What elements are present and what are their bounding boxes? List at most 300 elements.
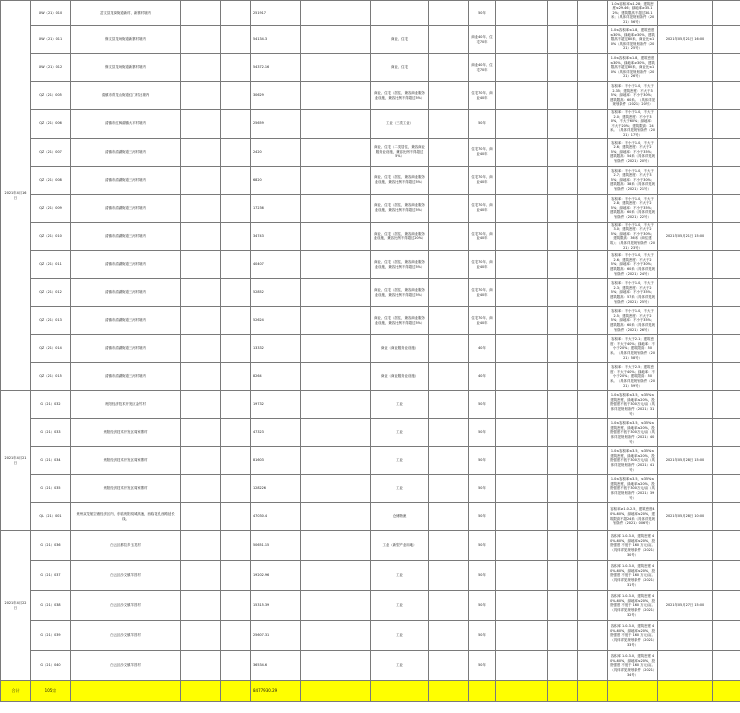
deadline-cell [658, 475, 713, 503]
table-row [1, 363, 740, 391]
land-use-cell: 商业、住宅（居住，兼容商业服务业设施，兼容比例不得超过5%） [371, 194, 429, 222]
planning-conditions-cell: 容积率：不小于1.0，不大于2.6；建筑密度：不大于25%；绿地率：不小于35%；建筑限高：54米（具体详见规划条件（2021）20号） [608, 138, 658, 166]
blank-cell [578, 561, 608, 591]
blank-cell [181, 681, 221, 702]
blank-cell [548, 82, 578, 110]
table-row [1, 110, 740, 139]
blank-cell [578, 222, 608, 251]
table-row [1, 1, 740, 26]
blank-cell [221, 503, 251, 531]
blank-cell [429, 503, 469, 531]
blank-cell [713, 651, 740, 681]
term-cell: 住宅70年、商业40年 [469, 222, 496, 251]
blank-cell [713, 503, 740, 531]
deadline-cell: 2021年05月27日 15:00 [658, 591, 713, 621]
parcel-code-cell: G（21）035 [31, 475, 71, 503]
blank-cell [301, 475, 371, 503]
blank-cell [496, 138, 548, 166]
area-cell: 52852 [251, 279, 301, 307]
blank-cell [548, 279, 578, 307]
area-cell: 81603 [251, 447, 301, 475]
blank-cell [548, 681, 578, 702]
planning-conditions-cell: 1.0≤容积率≤3.5，≤35%≤建筑密度，绿地率≤20%，投资强度不低于300万元/亩（具体详见规划条件（2021）31号） [608, 391, 658, 419]
blank-cell [181, 194, 221, 222]
area-cell: 251917 [251, 1, 301, 26]
term-cell: 50年 [469, 110, 496, 139]
blank-cell [713, 26, 740, 54]
area-cell: 52624 [251, 307, 301, 335]
term-cell: 住宅70年、商业40年 [469, 307, 496, 335]
land-use-cell: 商业、住宅（居住，兼容商业服务业设施，兼容比例不得超过5%） [371, 251, 429, 279]
planning-conditions-cell: 1.0≤容积率≤1.8，建筑密度≤30%，绿地率≥30%，建筑限高不超过80米，商业比≤10%（具体详见规划条件（2021）25号） [608, 26, 658, 54]
blank-cell [713, 194, 740, 222]
area-cell: 15315.39 [251, 591, 301, 621]
location-cell: 修文县龙场街道新寨村境内 [71, 26, 181, 54]
term-cell: 50年 [469, 503, 496, 531]
parcel-code-cell: QZ（21）007 [31, 138, 71, 166]
table-row [1, 166, 740, 194]
blank-cell [496, 621, 548, 651]
land-use-cell: 商业（商业服务业设施） [371, 363, 429, 391]
table-row [1, 26, 740, 54]
table-row [1, 222, 740, 251]
blank-cell [713, 82, 740, 110]
table-row [1, 335, 740, 363]
blank-cell [181, 391, 221, 419]
parcel-code-cell: QZ（21）009 [31, 194, 71, 222]
parcel-code-cell: QZ（21）006 [31, 110, 71, 139]
blank-cell [713, 166, 740, 194]
term-cell: 50年 [469, 419, 496, 447]
blank-cell [221, 681, 251, 702]
area-cell: 50651.15 [251, 531, 301, 561]
location-cell: 清镇市清湖街道三河村境内 [71, 307, 181, 335]
parcel-code-cell: QZ（21）011 [31, 251, 71, 279]
blank-cell [429, 447, 469, 475]
land-use-cell: 工业 [371, 591, 429, 621]
planning-conditions-cell: 容积率：不大于2.1；建筑密度：不大于40%；绿地率：不小于20%；建筑限高：50米。（具体详见规划条件（2021）58号） [608, 335, 658, 363]
blank-cell [429, 591, 469, 621]
term-cell: 50年 [469, 391, 496, 419]
blank-cell [496, 419, 548, 447]
blank-cell [181, 251, 221, 279]
land-use-cell: 商业（商业服务业设施） [371, 335, 429, 363]
blank-cell [301, 503, 371, 531]
area-cell: 47323 [251, 419, 301, 447]
term-cell: 50年 [469, 591, 496, 621]
blank-cell [221, 138, 251, 166]
blank-cell [578, 363, 608, 391]
blank-cell [301, 363, 371, 391]
blank-cell [713, 138, 740, 166]
blank-cell [221, 194, 251, 222]
term-cell: 50年 [469, 651, 496, 681]
blank-cell [496, 561, 548, 591]
deadline-cell [658, 561, 713, 591]
table-row [1, 391, 740, 419]
blank-cell [181, 503, 221, 531]
land-use-cell: 商业、住宅（居住，兼容商业服务业设施，兼容比例不得超过5%） [371, 279, 429, 307]
blank-cell [578, 166, 608, 194]
table-row [1, 531, 740, 561]
blank-cell [181, 307, 221, 335]
blank-cell [429, 391, 469, 419]
land-use-cell: 商业、住宅 [371, 26, 429, 54]
land-use-cell: 工业 [371, 447, 429, 475]
planning-conditions-cell: 容积率 1.0-3.0，建筑密度 40%-60%，绿地率≤20%，投资强度 不低于 160 万元/亩。（具体详见规划条件（2021）32号） [608, 591, 658, 621]
land-use-cell: 商业、住宅（居住，兼容商业服务业设施，兼容比例不得超过5%） [371, 307, 429, 335]
blank-cell [301, 166, 371, 194]
location-cell: 贵阳经济技术开发区周家寨村 [71, 447, 181, 475]
blank-cell [429, 54, 469, 82]
location-cell: 白云区沙文镇羊昌村 [71, 651, 181, 681]
table-row [1, 307, 740, 335]
blank-cell [181, 447, 221, 475]
blank-cell [301, 621, 371, 651]
area-cell: 40407 [251, 251, 301, 279]
blank-cell [301, 138, 371, 166]
location-cell: 贵阳经济技术开发区金竹村 [71, 391, 181, 419]
blank-cell [181, 82, 221, 110]
term-cell: 40年 [469, 335, 496, 363]
land-use-cell: 商业、住宅（居住，兼容商业服务业设施，兼容比例不得超过5%） [371, 82, 429, 110]
blank-cell [181, 110, 221, 139]
blank-cell [548, 251, 578, 279]
blank-cell [221, 419, 251, 447]
blank-cell [429, 279, 469, 307]
blank-cell [181, 419, 221, 447]
parcel-code-cell: G（21）038 [31, 591, 71, 621]
land-use-cell: 工业 [371, 419, 429, 447]
blank-cell [496, 591, 548, 621]
blank-cell [301, 447, 371, 475]
blank-cell [301, 279, 371, 307]
table-row [1, 279, 740, 307]
blank-cell [221, 54, 251, 82]
blank-cell [429, 335, 469, 363]
blank-cell [578, 1, 608, 26]
location-cell: 白云区沙文镇羊昌村 [71, 621, 181, 651]
planning-conditions-cell: 容积率：不小于1.0，不大于2.5；建筑密度：不大于25%；绿地率：不小于35%；建筑限高：60米（具体详见规划条件（2021）26号） [608, 307, 658, 335]
deadline-cell [658, 419, 713, 447]
blank-cell [301, 307, 371, 335]
blank-cell [429, 194, 469, 222]
table-row [1, 251, 740, 279]
location-cell: 清镇市清湖街道三河村境内 [71, 251, 181, 279]
deadline-cell [658, 194, 713, 222]
location-cell: 清镇市清湖街道三河村境内 [71, 363, 181, 391]
deadline-cell [658, 621, 713, 651]
blank-cell [221, 251, 251, 279]
blank-cell [429, 561, 469, 591]
location-cell: 白云区沙文镇羊昌村 [71, 561, 181, 591]
blank-cell [496, 279, 548, 307]
parcel-code-cell: QL（21）001 [31, 503, 71, 531]
blank-cell [301, 54, 371, 82]
land-use-cell: 商业、住宅（居住，兼容商业服务业设施，兼容比例不得超过5%） [371, 166, 429, 194]
blank-cell [181, 363, 221, 391]
blank-cell [578, 391, 608, 419]
blank-cell [429, 621, 469, 651]
blank-cell [496, 447, 548, 475]
table-row [1, 591, 740, 621]
area-cell: 19202.96 [251, 561, 301, 591]
blank-cell [181, 621, 221, 651]
blank-cell [578, 307, 608, 335]
term-cell: 商业40年、住宅70年 [469, 26, 496, 54]
planning-conditions-cell: 容积率 1.0-3.0，建筑密度 40%-60%，绿地率≤20%，投资强度 不低于 160 万元/亩。（具体详见规划条件（2021）30号） [608, 531, 658, 561]
location-cell: 贵阳经济技术开发区周家寨村 [71, 419, 181, 447]
blank-cell [548, 26, 578, 54]
blank-cell [578, 194, 608, 222]
blank-cell [578, 419, 608, 447]
blank-cell [429, 1, 469, 26]
blank-cell [221, 279, 251, 307]
location-cell: 清镇市清湖街道三河村境内 [71, 166, 181, 194]
blank-cell [221, 561, 251, 591]
blank-cell [496, 531, 548, 561]
deadline-cell [658, 1, 713, 26]
blank-cell [713, 110, 740, 139]
area-cell: 128226 [251, 475, 301, 503]
deadline-cell [658, 651, 713, 681]
blank-cell [713, 621, 740, 651]
parcel-code-cell: QZ（21）012 [31, 279, 71, 307]
auction-date-cell: 2021年4月22日 [1, 531, 31, 681]
area-cell: 25607.31 [251, 621, 301, 651]
area-cell: 19732 [251, 391, 301, 419]
blank-cell [548, 651, 578, 681]
blank-cell [221, 222, 251, 251]
blank-cell [301, 222, 371, 251]
blank-cell [429, 419, 469, 447]
blank-cell [496, 54, 548, 82]
parcel-code-cell: QZ（21）014 [31, 335, 71, 363]
blank-cell [371, 681, 429, 702]
table-row [1, 194, 740, 222]
auction-date-cell: 2021年4月21日 [1, 391, 31, 531]
deadline-cell: 2021年05月28日 10:00 [658, 503, 713, 531]
blank-cell [429, 475, 469, 503]
table-row [1, 561, 740, 591]
blank-cell [713, 681, 740, 702]
blank-cell [496, 222, 548, 251]
blank-cell [548, 591, 578, 621]
blank-cell [578, 26, 608, 54]
blank-cell [429, 82, 469, 110]
term-cell: 40年 [469, 363, 496, 391]
total-count-cell: 105宗 [31, 681, 71, 702]
blank-cell [301, 26, 371, 54]
blank-cell [713, 475, 740, 503]
area-cell: 6820 [251, 166, 301, 194]
area-cell: 54372.16 [251, 54, 301, 82]
planning-conditions-cell: 容积率：不小于1.0，不大于2.3；建筑密度：不大于25%；绿地率：不小于35%；建筑限高：57米（具体详见规划条件（2021）25号） [608, 279, 658, 307]
blank-cell [713, 447, 740, 475]
land-use-cell: 工业（三类工业） [371, 110, 429, 139]
table-row [1, 54, 740, 82]
planning-conditions-cell: 容积率：不小于1.0，不大于3.0；建筑密度：不大于25%；绿地率：不小于30%；建筑限高：36米（商住建筑）；（具体详见规划条件（2021）23号） [608, 222, 658, 251]
deadline-cell [658, 363, 713, 391]
blank-cell [496, 166, 548, 194]
blank-cell [221, 391, 251, 419]
location-cell: 贵州双龙航空港经济区内，东临贵阳绕城高速，西临花孔西路延长线。 [71, 503, 181, 531]
blank-cell [578, 503, 608, 531]
blank-cell [221, 591, 251, 621]
land-use-cell: 工业 [371, 651, 429, 681]
blank-cell [301, 194, 371, 222]
blank-cell [713, 251, 740, 279]
term-cell: 50年 [469, 561, 496, 591]
blank-cell [548, 194, 578, 222]
blank-cell [548, 307, 578, 335]
blank-cell [578, 475, 608, 503]
planning-conditions-cell: 1.0≤容积率≤1.28；建筑密度≤29.46；绿地率≥35.12%；建筑限高不超过30.1米；（具体详见规划条件（2021）56号） [608, 1, 658, 26]
blank-cell [548, 561, 578, 591]
blank-cell [578, 251, 608, 279]
blank-cell [578, 82, 608, 110]
area-cell: 8264 [251, 363, 301, 391]
blank-cell [713, 222, 740, 251]
table-row [1, 447, 740, 475]
parcel-code-cell: QZ（21）010 [31, 222, 71, 251]
blank-cell [181, 222, 221, 251]
blank-cell [429, 26, 469, 54]
deadline-cell [658, 110, 713, 139]
blank-cell [548, 447, 578, 475]
blank-cell [578, 651, 608, 681]
location-cell: 清镇市青龙山街道红门村社境内 [71, 82, 181, 110]
deadline-cell [658, 251, 713, 279]
blank-cell [221, 307, 251, 335]
parcel-code-cell: G（21）037 [31, 561, 71, 591]
blank-cell [221, 621, 251, 651]
blank-cell [301, 419, 371, 447]
area-cell: 54134.3 [251, 26, 301, 54]
blank-cell [181, 1, 221, 26]
blank-cell [496, 1, 548, 26]
blank-cell [301, 251, 371, 279]
deadline-cell [658, 54, 713, 82]
term-cell: 住宅70年、商业40年 [469, 82, 496, 110]
location-cell: 清镇市清湖街道三河村境内 [71, 335, 181, 363]
blank-cell [71, 681, 181, 702]
blank-cell [713, 591, 740, 621]
parcel-code-cell: G（21）040 [31, 651, 71, 681]
blank-cell [578, 531, 608, 561]
land-use-cell: 商业、住宅（居住，兼容商业服务业设施，兼容比例不得超过20%） [371, 222, 429, 251]
deadline-cell [658, 531, 713, 561]
land-use-cell: 工业 [371, 621, 429, 651]
blank-cell [713, 363, 740, 391]
blank-cell [301, 531, 371, 561]
table-row [1, 651, 740, 681]
deadline-cell [658, 82, 713, 110]
parcel-code-cell: G（21）039 [31, 621, 71, 651]
blank-cell [301, 681, 371, 702]
blank-cell [713, 561, 740, 591]
blank-cell [181, 279, 221, 307]
planning-conditions-cell: 1.0≤容积率≤3.5，≤35%≤建筑密度，绿地率≤20%，投资强度不低于300万元/亩（具体详见规划条件（2021）40号） [608, 419, 658, 447]
planning-conditions-cell: 容积率：不小于1.0，不大于2.35；建筑密度：不大于35%；绿地率：不小于30%；建筑限高：60米。（具体详见规划条件（2021）20号） [608, 82, 658, 110]
blank-cell [496, 335, 548, 363]
blank-cell [713, 307, 740, 335]
blank-cell [429, 681, 469, 702]
blank-cell [548, 503, 578, 531]
blank-cell [578, 279, 608, 307]
location-cell: 白云区沙文镇羊昌村 [71, 591, 181, 621]
area-cell: 34743 [251, 222, 301, 251]
auction-date-cell: 2021年4月16日 [1, 1, 31, 391]
blank-cell [221, 475, 251, 503]
blank-cell [548, 363, 578, 391]
blank-cell [548, 110, 578, 139]
deadline-cell: 2021年05月21日 15:00 [658, 222, 713, 251]
blank-cell [548, 419, 578, 447]
total-label-cell: 合计 [1, 681, 31, 702]
blank-cell [496, 251, 548, 279]
planning-conditions-cell: 容积率：不小于1.0，不大于2.6；建筑密度：不大于25%；绿地率：不小于30%；建筑限高：60米（具体详见规划条件（2021）24号） [608, 251, 658, 279]
blank-cell [496, 475, 548, 503]
blank-cell [301, 561, 371, 591]
deadline-cell [658, 335, 713, 363]
location-cell: 清镇市红枫湖镇大平村境内 [71, 110, 181, 139]
area-cell: 30629 [251, 82, 301, 110]
blank-cell [429, 531, 469, 561]
deadline-cell [658, 391, 713, 419]
deadline-cell [658, 279, 713, 307]
table-row [1, 475, 740, 503]
blank-cell [496, 110, 548, 139]
land-use-cell: 工业 [371, 391, 429, 419]
blank-cell [496, 503, 548, 531]
deadline-cell [658, 166, 713, 194]
blank-cell [713, 1, 740, 26]
location-cell: 清镇市清湖街道三河村境内 [71, 138, 181, 166]
blank-cell [221, 110, 251, 139]
blank-cell [181, 26, 221, 54]
blank-cell [429, 166, 469, 194]
location-cell: 白云区都拉乡玉龙村 [71, 531, 181, 561]
parcel-code-cell: G（21）034 [31, 447, 71, 475]
blank-cell [658, 681, 713, 702]
term-cell: 住宅70年、商业40年 [469, 166, 496, 194]
term-cell: 50年 [469, 531, 496, 561]
blank-cell [496, 651, 548, 681]
term-cell: 住宅70年、商业40年 [469, 194, 496, 222]
blank-cell [221, 166, 251, 194]
blank-cell [578, 621, 608, 651]
planning-conditions-cell: 容积率 1.0-3.0，建筑密度 40%-60%，绿地率≤20%，投资强度 不低于 160 万元/亩。（具体详见规划条件（2021）31号） [608, 561, 658, 591]
blank-cell [221, 82, 251, 110]
blank-cell [221, 335, 251, 363]
blank-cell [713, 279, 740, 307]
location-cell: 清镇市清湖街道三河村境内 [71, 194, 181, 222]
parcel-code-cell: XW（21）010 [31, 1, 71, 26]
blank-cell [713, 54, 740, 82]
parcel-code-cell: QZ（21）005 [31, 82, 71, 110]
blank-cell [578, 335, 608, 363]
blank-cell [221, 531, 251, 561]
blank-cell [578, 591, 608, 621]
blank-cell [301, 110, 371, 139]
blank-cell [548, 54, 578, 82]
planning-conditions-cell: 容积率≥1.0-2.5，建筑密度40%-60%，绿地率≤20%，建筑限高不超24米（具体详见规划条件（2021）006号） [608, 503, 658, 531]
table-row [1, 419, 740, 447]
term-cell: 住宅70年、商业40年 [469, 279, 496, 307]
parcel-code-cell: G（21）032 [31, 391, 71, 419]
location-cell: 岔文县龙岗街道新村、新寨村境内 [71, 1, 181, 26]
